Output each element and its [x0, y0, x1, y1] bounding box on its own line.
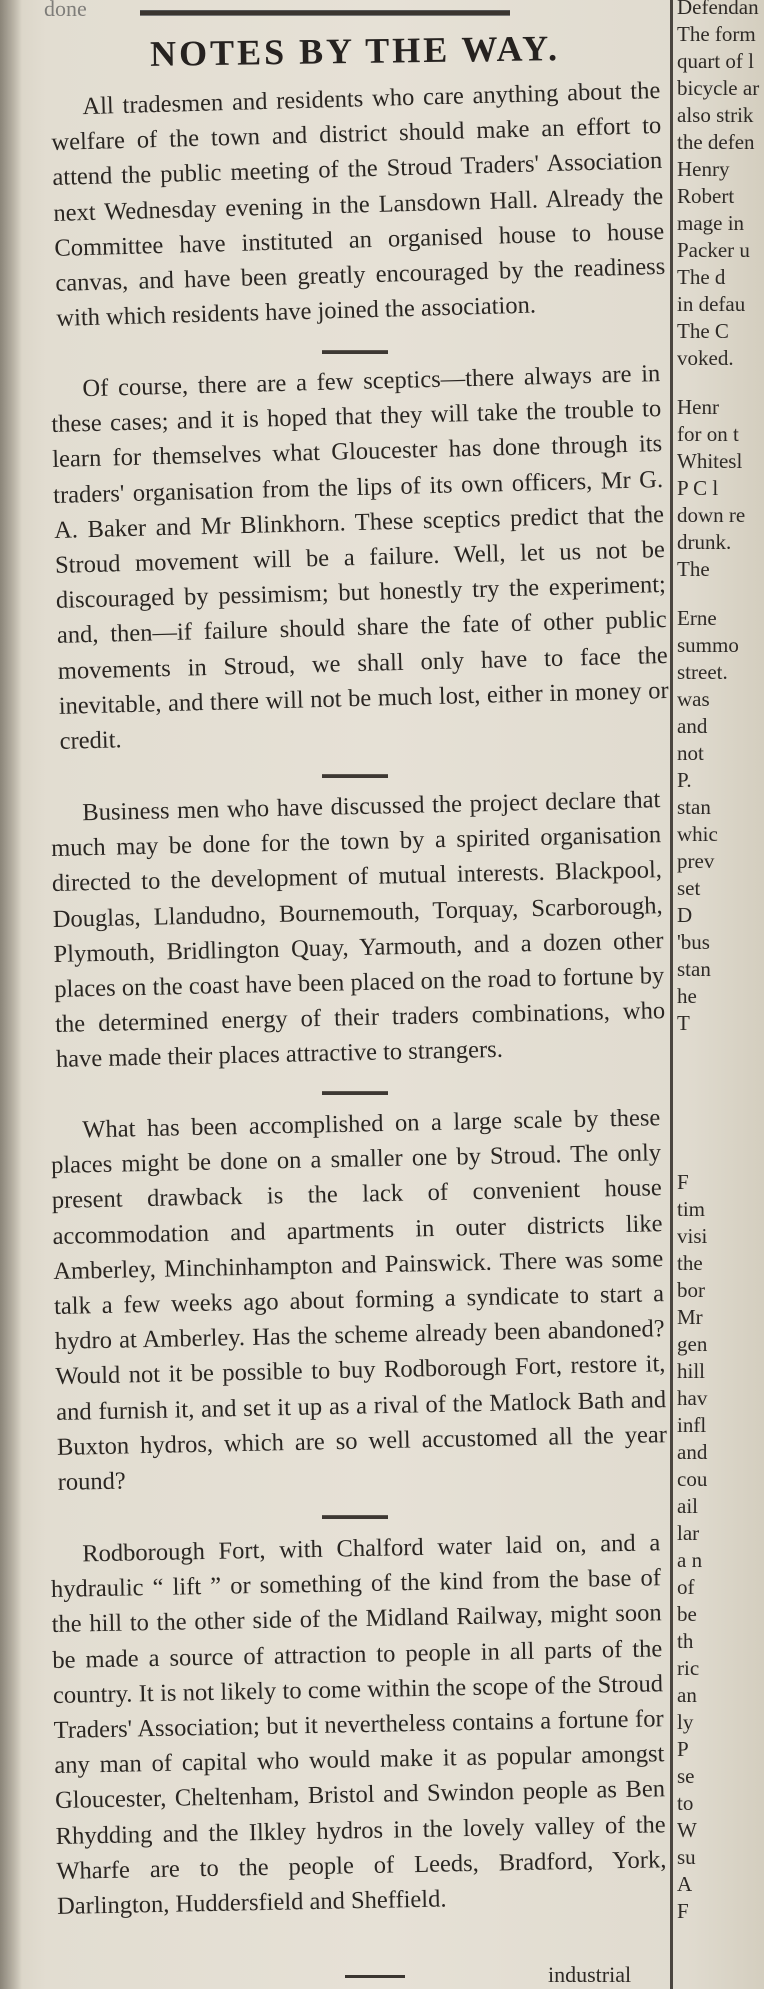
side-column-line: an [677, 1683, 697, 1707]
side-column-line: P C l [677, 476, 719, 500]
section-divider [322, 1091, 388, 1095]
side-column-line: 'bus [677, 930, 710, 954]
side-column-line: the [677, 1251, 703, 1275]
side-column-line: drunk. [677, 530, 732, 554]
side-column-line: street. [677, 660, 728, 684]
paragraph-5: Rodborough Fort, with Chalford water laid on, and a hydraulic “ lift ” or something of the kind from the base of the hill to the other side of the Midland Railway, might soon be made a source of attraction to people in all parts of the country. It is not likely to come within the scope of the Stroud Traders' Association; but it nevertheless contains a fortune for any man of capital who would make it as popular amongst Gloucester, Cheltenham, Bristol and Swindon people as Ben Rhydding and the Ilkley hydros in the lovely valley of the Wharfe are to the people of Leeds, Bradford, York, Darlington, Huddersfield and Sheffield. [50, 1528, 667, 1920]
binding-shadow [0, 0, 22, 1989]
side-column-line [677, 1125, 764, 1147]
side-column-line: Packer u [677, 238, 750, 262]
side-column-line: Erne [677, 606, 717, 630]
side-column-line [677, 1103, 764, 1125]
side-column-line: mage in [677, 211, 745, 235]
bottom-divider [345, 1975, 405, 1978]
side-column-line: set [677, 876, 701, 900]
side-column-line: whic [677, 822, 718, 846]
column-rule [670, 0, 673, 1989]
side-column-line: quart of l [677, 49, 754, 73]
side-column-line [677, 583, 764, 605]
side-column-line: was [677, 687, 710, 711]
side-column-line: P [677, 1737, 689, 1761]
side-column-line: Henry [677, 157, 730, 181]
side-column-line: The form [677, 22, 756, 46]
side-column-line: for on t [677, 422, 739, 446]
side-column-line: infl [677, 1413, 707, 1437]
side-column-line: the defen [677, 130, 755, 154]
side-column-line: Defendan [677, 0, 759, 19]
side-column-line: ric [677, 1656, 700, 1680]
side-column-line: D [677, 903, 693, 927]
side-column-line: stan [677, 795, 711, 819]
side-column-line: he [677, 984, 697, 1008]
side-column-line: P. [677, 768, 692, 792]
paragraph-4: What has been accomplished on a large scale by these places might be done on a smaller one by Stroud. The only present drawback is the lack of convenient house accommodation and apartments in outer districts like Amberley, Minchinhampton and Painswick. There was some talk a few weeks ago about forming a syndicate to start a hydro at Amberley. Has the scheme already been abandoned? Would not it be possible to buy Rodborough Fort, restore it, and furnish it, and set it up as a rival of the Matlock Bath and Buxton hydros, which are so well accustomed all the year round? [50, 1104, 668, 1497]
side-column-line: and [677, 1440, 708, 1464]
side-column-line: and [677, 714, 708, 738]
section-divider [322, 774, 388, 778]
side-column-line: th [677, 1629, 694, 1653]
side-column-line: Whitesl [677, 449, 743, 473]
paragraph-3: Business men who have discussed the project declare that much may be done for the town by a spirited organisation directed to the development of mutual interests. Blackpool, Douglas, Llandudno, Bournemouth, Torquay, Scarborough, Plymouth, Bridlington Quay, Yarmouth, and a dozen other places on the coast have been placed on the road to fortune by the determined energy of their traders combinations, who have made their places attractive to strangers. [50, 785, 666, 1074]
side-column-line: hill [677, 1359, 706, 1383]
side-column-line [677, 1147, 764, 1169]
side-column-line: of [677, 1575, 695, 1599]
side-column-line: tim [677, 1197, 706, 1221]
side-column-line: bor [677, 1278, 705, 1302]
side-column-line: The [677, 557, 710, 581]
side-column-line: cou [677, 1467, 708, 1491]
side-column-line: The C [677, 319, 729, 343]
section-divider [322, 350, 388, 354]
side-column-line: Mr [677, 1305, 703, 1329]
side-column-line: The d [677, 265, 726, 289]
side-column-line: summo [677, 633, 739, 657]
side-column-line: be [677, 1602, 697, 1626]
side-column-line: bicycle ar [677, 76, 760, 100]
side-column-line: F [677, 1899, 689, 1923]
side-column-line: stan [677, 957, 711, 981]
side-column-line: Robert [677, 184, 735, 208]
side-column-line: visi [677, 1224, 708, 1248]
side-column-line: down re [677, 503, 746, 527]
side-column-line: to [677, 1791, 694, 1815]
side-column-line: A [677, 1872, 693, 1896]
side-column-line: also strik [677, 103, 754, 127]
side-column-line: ail [677, 1494, 698, 1518]
adjacent-column [677, 0, 764, 1989]
side-column-line: prev [677, 849, 715, 873]
side-column-line [677, 1081, 764, 1103]
side-column-line: F [677, 1170, 689, 1194]
top-rule [140, 10, 510, 16]
section-divider [322, 1515, 388, 1519]
paragraph-1: All tradesmen and residents who care anything about the welfare of the town and district should make an effort to attend the public meeting of the Stroud Traders' Association next Wednesday evening in the Lansdown Hall. Already the Committee have instituted an organised house to house canvas, and have been greatly encouraged by the readiness with which residents have joined the association. [51, 76, 666, 333]
side-column-line: gen [677, 1332, 708, 1356]
bottom-fragment: industrial [548, 1962, 632, 1987]
side-column-line: T [677, 1011, 690, 1035]
paragraph-2: Of course, there are a few sceptics—there always are in these cases; and it is hoped that they will take the trouble to learn for themselves what Gloucester has done through its traders' organisation from the lips of its own officers, Mr G. A. Baker and Mr Blinkhorn. These sceptics predict that the Stroud movement will be a failure. Well, let us not be discouraged by pessimism; but honestly try the experiment; and, then—if failure should share the fate of other public movements in Stroud, we shall only have to face the inevitable, and there will not be much lost, either in money or credit. [51, 360, 669, 756]
article-column [50, 28, 669, 1924]
side-column-line: ly [677, 1710, 694, 1734]
side-column-line: voked. [677, 346, 734, 370]
side-column-line: not [677, 741, 704, 765]
side-column-line: in defau [677, 292, 746, 316]
side-column-line: su [677, 1845, 696, 1869]
header-fragment: done [44, 0, 87, 21]
side-column-line [677, 1059, 764, 1081]
side-column-line: se [677, 1764, 695, 1788]
side-column-line [677, 1037, 764, 1059]
side-column-line: Henr [677, 395, 719, 419]
side-column-line: lar [677, 1521, 700, 1545]
side-column-line: W [677, 1818, 697, 1842]
article-title: NOTES BY THE WAY. [149, 28, 561, 74]
side-column-line: hav [677, 1386, 708, 1410]
side-column-line: a n [677, 1548, 703, 1572]
side-column-line [677, 372, 764, 394]
